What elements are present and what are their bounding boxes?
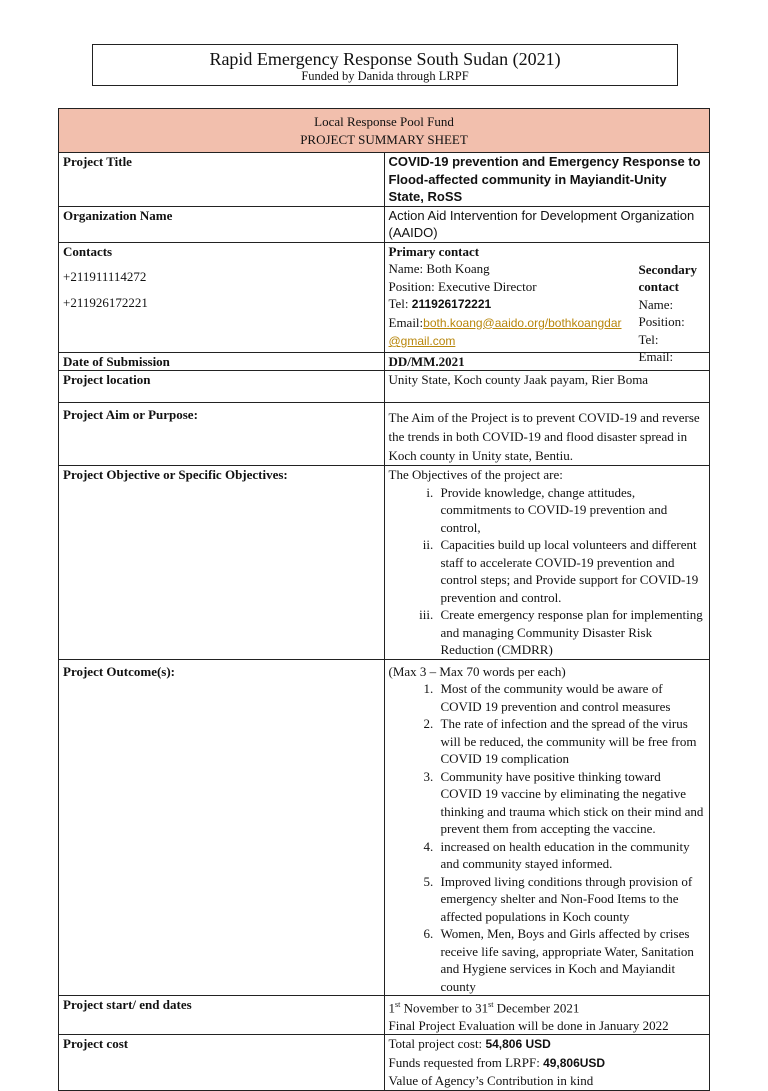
end-text: December 2021 [493, 1000, 580, 1016]
organization-value: Action Aid Intervention for Development Organization (AAIDO) [384, 206, 710, 242]
funds-requested [389, 1054, 706, 1073]
primary-contact [389, 243, 634, 351]
list-item: i. Provide knowledge, change attitudes, commitments to COVID-19 prevention and control, [437, 484, 706, 537]
list-item: 6. Women, Men, Boys and Girls affected by crises receive life saving, appropriate Water, Sanitation and Hygiene services in Koch and Mayiandit county [437, 925, 706, 995]
secondary-contact [639, 261, 706, 366]
row-label: Organization Name [59, 206, 385, 242]
secondary-contact-position: Position: [638, 314, 685, 329]
tel-value: 211926172221 [411, 297, 492, 311]
table-row [59, 1035, 710, 1091]
email-label: Email: [388, 314, 424, 330]
outcomes-list [389, 680, 706, 995]
list-item: 2. The rate of infection and the spread of the virus will be reduced, the community will be free from COVID 19 complication [437, 715, 706, 768]
row-label: Project cost [59, 1035, 385, 1091]
row-label: Project Aim or Purpose: [59, 403, 385, 466]
funds-requested-value: 49,806USD [543, 1055, 606, 1070]
primary-contact-tel [389, 295, 634, 314]
table-row [59, 996, 710, 1035]
contact-phone-2: +211926172221 [63, 294, 148, 310]
project-period [389, 996, 706, 1017]
table-row [59, 153, 710, 207]
objectives-cell [384, 466, 710, 660]
total-cost-label: Total project cost: [388, 1036, 486, 1052]
table-row [59, 659, 710, 996]
funds-requested-label: Funds requested from LRPF: [388, 1054, 544, 1070]
row-label: Project Outcome(s): [59, 659, 385, 996]
aim-value: The Aim of the Project is to prevent COVID-19 and reverse the trends in both COVID-19 and flood disaster spread in Koch county in Unity state, Bentiu. [384, 403, 710, 466]
location-value: Unity State, Koch county Jaak payam, Rier Boma [384, 371, 710, 403]
row-label: Date of Submission [59, 352, 385, 371]
secondary-contact-email: Email: [638, 349, 674, 364]
row-label: Project Title [59, 153, 385, 207]
primary-contact-position: Position: Executive Director [388, 278, 537, 294]
list-item: 4. increased on health education in the community and community stayed informed. [437, 838, 706, 873]
table-row [59, 206, 710, 242]
row-label: Project location [59, 371, 385, 403]
banner-line2: PROJECT SUMMARY SHEET [300, 131, 468, 147]
start-suffix: st [395, 1000, 401, 1009]
email-link[interactable]: both.koang@aaido.org/bothkoangdar@gmail.com [388, 315, 622, 348]
total-cost-value: 54,806 USD [485, 1037, 551, 1052]
secondary-contact-tel: Tel: [638, 331, 659, 347]
list-item: iii. Create emergency response plan for implementing and managing Community Disaster Risk Reduction (CMDRR) [437, 606, 706, 659]
dates-cell [384, 996, 710, 1035]
objectives-list [389, 484, 706, 659]
list-item: 3. Community have positive thinking toward COVID 19 vaccine by eliminating the negative thinking and trauma which stick on their mind and prevent them from accepting the vaccine. [437, 768, 706, 838]
primary-contact-name: Name: Both Koang [388, 261, 490, 276]
table-row [59, 352, 710, 371]
cost-cell [384, 1035, 710, 1091]
outcomes-intro: (Max 3 – Max 70 words per each) [388, 663, 566, 679]
row-label: Contacts [63, 243, 113, 259]
document-title: Rapid Emergency Response South Sudan (2021) [209, 49, 561, 69]
primary-contact-heading: Primary contact [388, 243, 480, 259]
contact-phone-1: +211911114272 [63, 269, 147, 284]
tel-label: Tel: [388, 296, 412, 311]
banner-line1: Local Response Pool Fund [314, 114, 454, 129]
end-suffix: st [488, 1000, 494, 1009]
outcomes-cell [384, 659, 710, 996]
funding-note: Funded by Danida through LRPF [301, 69, 469, 83]
list-item: ii. Capacities build up local volunteers and different staff to accelerate COVID-19 prevention and control steps; and Provide support for COVID-19 prevention and control. [437, 536, 706, 606]
document-header [92, 44, 678, 86]
row-label: Project start/ end dates [59, 996, 385, 1035]
primary-contact-email [389, 314, 634, 351]
table-row [59, 242, 710, 352]
secondary-contact-name: Name: [638, 296, 674, 312]
summary-table [58, 108, 710, 1091]
table-row [59, 466, 710, 660]
list-item: 5. Improved living conditions through provision of emergency shelter and Non-Food Items to the affected populations in Koch county [437, 873, 706, 926]
total-cost [389, 1035, 706, 1054]
list-item: 1. Most of the community would be aware of COVID 19 prevention and control measures [437, 680, 706, 715]
start-text: November to 31 [400, 1000, 489, 1016]
agency-contribution: Value of Agency’s Contribution in kind [388, 1073, 594, 1089]
objectives-intro: The Objectives of the project are: [388, 467, 563, 482]
project-title-value: COVID-19 prevention and Emergency Response to Flood-affected community in Mayiandit-Unity State, RoSS [384, 153, 710, 207]
table-row [59, 371, 710, 403]
banner-row [59, 109, 710, 153]
table-row [59, 403, 710, 466]
secondary-contact-heading: Secondary contact [638, 261, 697, 294]
contacts-cell [59, 242, 385, 352]
evaluation-note: Final Project Evaluation will be done in January 2022 [388, 1017, 669, 1033]
start-day: 1 [388, 1000, 395, 1016]
row-label: Project Objective or Specific Objectives: [59, 466, 385, 660]
banner [59, 109, 710, 153]
submission-date-value: DD/MM.2021 [384, 352, 710, 371]
